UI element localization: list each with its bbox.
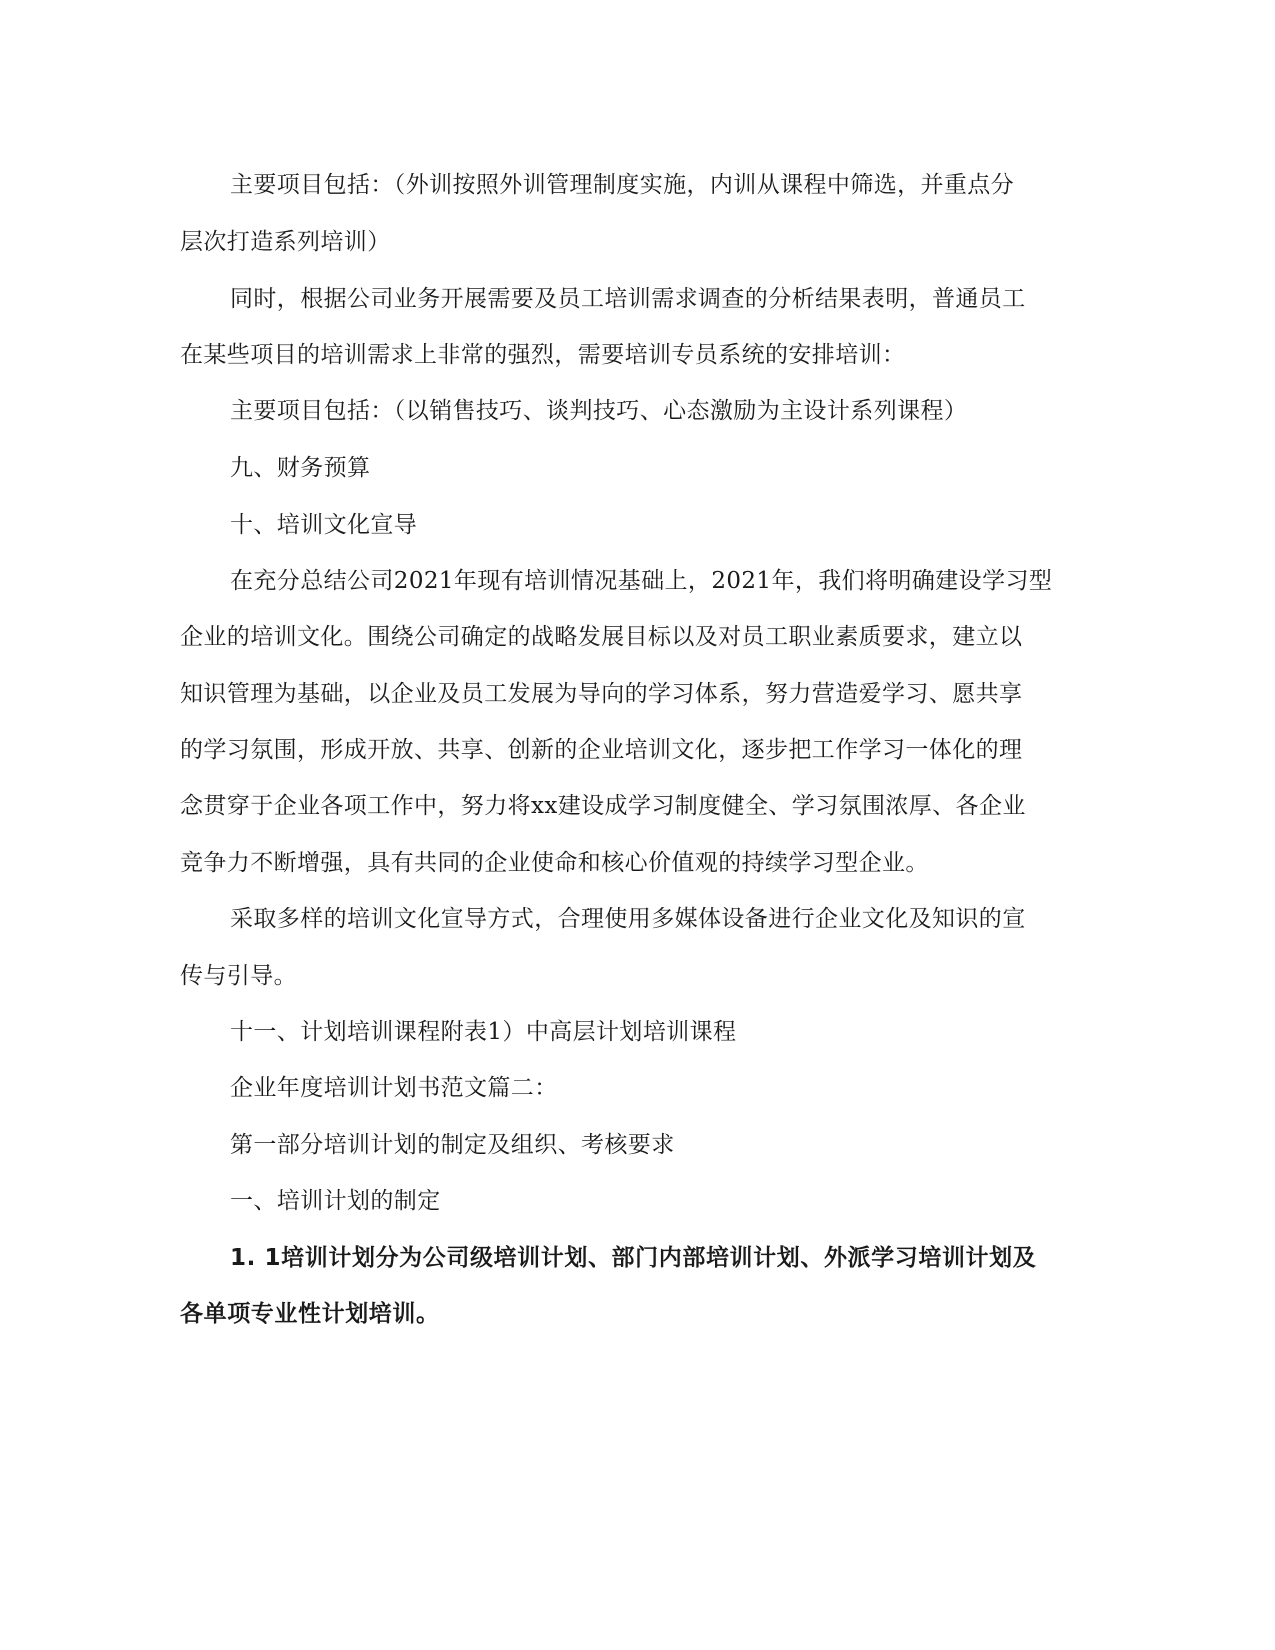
bold-paragraph-line-2: 各单项专业性计划培训。 (180, 1301, 440, 1327)
heading-finance-budget: 九、财务预算 (230, 455, 371, 481)
paragraph-main-items-sales: 主要项目包括：（以销售技巧、谈判技巧、心态激励为主设计系列课程） (230, 398, 968, 424)
paragraph-culture-line-1: 在充分总结公司2021年现有培训情况基础上，2021年，我们将明确建设学习型 (230, 568, 1053, 594)
paragraph-main-items-line-2: 层次打造系列培训） (180, 229, 391, 255)
paragraph-culture-line-4: 的学习氛围，形成开放、共享、创新的企业培训文化，逐步把工作学习一体化的理 (180, 737, 1023, 763)
paragraph-promotion-line-2: 传与引导。 (180, 963, 297, 989)
heading-training-culture: 十、培训文化宣导 (230, 512, 418, 538)
bold-paragraph-line-1: 1. 1培训计划分为公司级培训计划、部门内部培训计划、外派学习培训计划及 (230, 1245, 1037, 1271)
heading-sample-two: 企业年度培训计划书范文篇二： (230, 1075, 558, 1101)
paragraph-culture-line-2: 企业的培训文化。围绕公司确定的战略发展目标以及对员工职业素质要求，建立以 (180, 624, 1023, 650)
paragraph-promotion-line-1: 采取多样的培训文化宣导方式，合理使用多媒体设备进行企业文化及知识的宣 (230, 906, 1026, 932)
paragraph-culture-line-5: 念贯穿于企业各项工作中，努力将xx建设成学习制度健全、学习氛围浓厚、各企业 (180, 793, 1026, 819)
paragraph-culture-line-3: 知识管理为基础，以企业及员工发展为导向的学习体系，努力营造爱学习、愿共享 (180, 681, 1023, 707)
paragraph-meanwhile-line-1: 同时，根据公司业务开展需要及员工培训需求调查的分析结果表明，普通员工 (230, 286, 1026, 312)
heading-plan-formulation: 一、培训计划的制定 (230, 1188, 441, 1214)
paragraph-culture-line-6: 竞争力不断增强，具有共同的企业使命和核心价值观的持续学习型企业。 (180, 850, 929, 876)
heading-part-one: 第一部分培训计划的制定及组织、考核要求 (230, 1132, 675, 1158)
paragraph-meanwhile-line-2: 在某些项目的培训需求上非常的强烈，需要培训专员系统的安排培训： (180, 342, 906, 368)
heading-planned-courses: 十一、计划培训课程附表1）中高层计划培训课程 (230, 1019, 737, 1045)
paragraph-main-items-line-1: 主要项目包括：（外训按照外训管理制度实施，内训从课程中筛选，并重点分 (230, 172, 1015, 198)
